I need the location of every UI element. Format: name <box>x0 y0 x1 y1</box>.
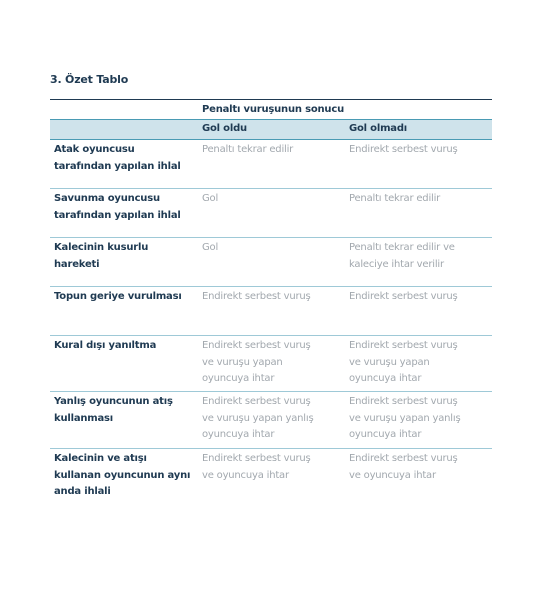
table-row <box>50 392 492 449</box>
summary-table <box>50 99 492 507</box>
cell-no-goal: Endirekt serbest vuruş ve vuruşu yapan yanlış oyuncuya ihtar <box>349 396 461 440</box>
table-row <box>50 140 492 189</box>
table-column-header-row <box>50 119 492 140</box>
cell-goal: Endirekt serbest vuruş ve oyuncuya ihtar <box>202 453 311 481</box>
cell-goal: Penaltı tekrar edilir <box>202 144 294 155</box>
row-label: Kalecinin kusurlu hareketi <box>54 242 149 270</box>
section-title: 3. Özet Tablo <box>50 73 129 86</box>
group-header-label: Penaltı vuruşunun sonucu <box>202 104 345 115</box>
column-header-no-goal: Gol olmadı <box>349 123 408 134</box>
table-row <box>50 336 492 392</box>
cell-no-goal: Endirekt serbest vuruş <box>349 291 458 302</box>
table-row <box>50 238 492 287</box>
cell-goal: Gol <box>202 193 219 204</box>
cell-goal: Endirekt serbest vuruş <box>202 291 311 302</box>
table-row <box>50 189 492 238</box>
table-row <box>50 449 492 507</box>
cell-no-goal: Endirekt serbest vuruş <box>349 144 458 155</box>
cell-no-goal: Penaltı tekrar edilir ve kaleciye ihtar verilir <box>349 242 455 270</box>
table-group-header-row <box>50 100 492 119</box>
cell-no-goal: Penaltı tekrar edilir <box>349 193 441 204</box>
row-label: Savunma oyuncusu tarafından yapılan ihlal <box>54 193 181 221</box>
cell-goal: Endirekt serbest vuruş ve vuruşu yapan oyuncuya ihtar <box>202 340 311 384</box>
row-label: Topun geriye vurulması <box>54 291 182 302</box>
row-label: Kalecinin ve atışı kullanan oyuncunun aynı anda ihlali <box>54 453 191 497</box>
cell-no-goal: Endirekt serbest vuruş ve vuruşu yapan oyuncuya ihtar <box>349 340 458 384</box>
row-label: Kural dışı yanıltma <box>54 340 157 351</box>
cell-goal: Endirekt serbest vuruş ve vuruşu yapan yanlış oyuncuya ihtar <box>202 396 314 440</box>
row-label: Yanlış oyuncunun atış kullanması <box>54 396 173 424</box>
cell-goal: Gol <box>202 242 219 253</box>
table-row <box>50 287 492 336</box>
column-header-goal: Gol oldu <box>202 123 247 134</box>
row-label: Atak oyuncusu tarafından yapılan ihlal <box>54 144 181 172</box>
cell-no-goal: Endirekt serbest vuruş ve oyuncuya ihtar <box>349 453 458 481</box>
